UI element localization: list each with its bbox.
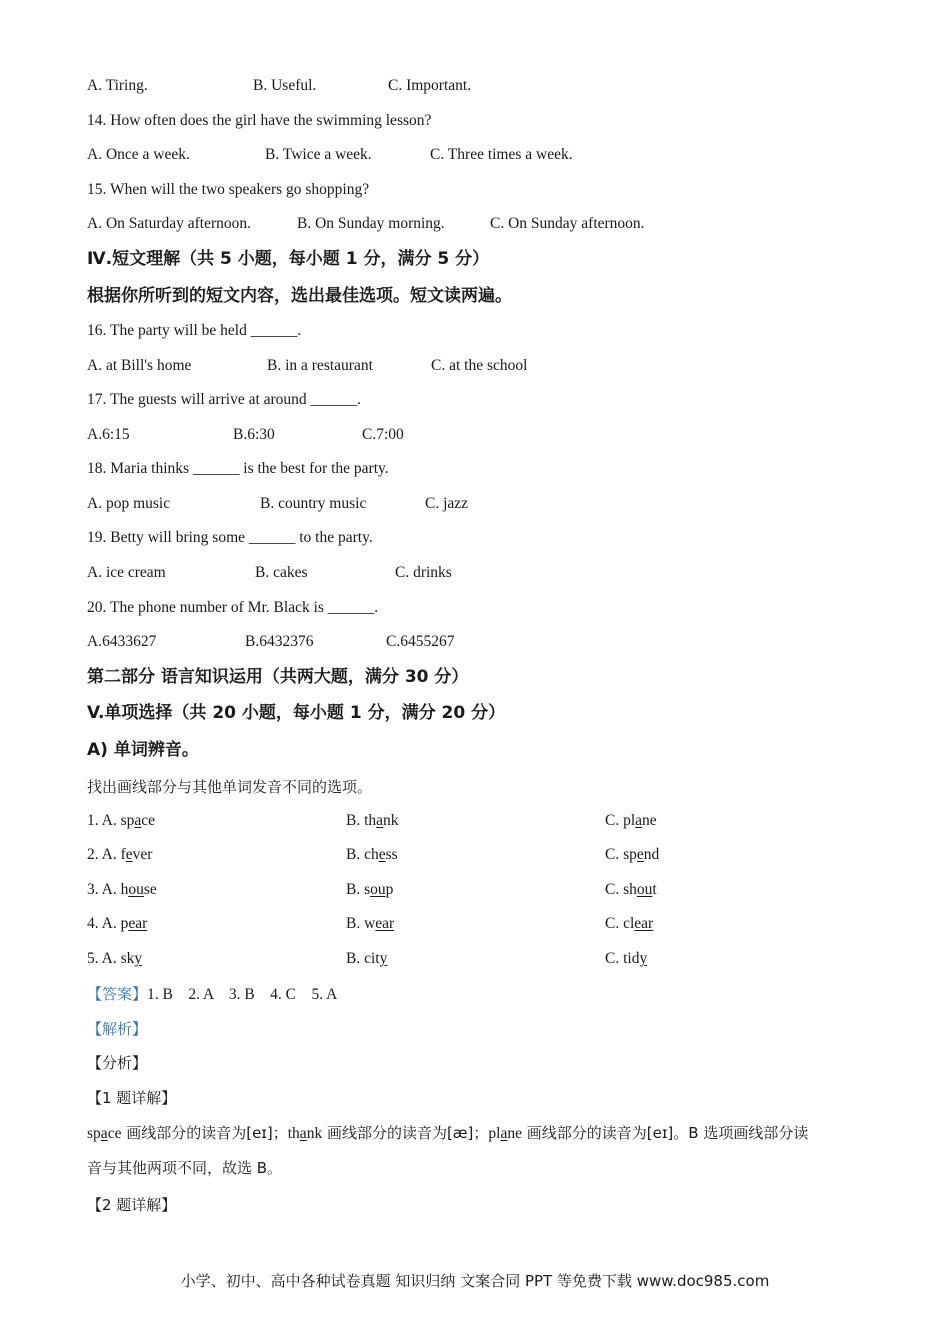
fenxi-label: 【分析】 (87, 1054, 148, 1072)
section4-instruction: 根据你所听到的短文内容，选出最佳选项。短文读两遍。 (87, 286, 512, 306)
section5-instruction: 找出画线部分与其他单词发音不同的选项。 (87, 778, 373, 796)
q19-option-b: B. cakes (255, 564, 308, 581)
q18-option-b: B. country music (260, 495, 367, 512)
q17-option-b: B.6:30 (233, 426, 275, 443)
q18-option-c: C. jazz (425, 495, 469, 512)
phonics-option-b: B. wear (346, 915, 395, 932)
q15-option-c: C. On Sunday afternoon. (490, 215, 645, 232)
q14-option-a: A. Once a week. (87, 146, 190, 163)
q18-question: 18. Maria thinks ______ is the best for the party. (87, 460, 389, 477)
q15-option-a: A. On Saturday afternoon. (87, 215, 251, 232)
phonics-option-c: C. clear (605, 915, 654, 932)
q16-option-c: C. at the school (431, 357, 528, 374)
analysis-label: 【解析】 (87, 1020, 148, 1038)
phonics-option-a: 2. A. fever (87, 846, 153, 863)
q20-option-a: A.6433627 (87, 633, 157, 650)
q14-option-c: C. Three times a week. (430, 146, 573, 163)
section5-sub-a: A) 单词辨音。 (87, 740, 199, 760)
part2-title: 第二部分 语言知识运用（共两大题，满分 30 分） (87, 667, 469, 687)
answer-text: 1. B 2. A 3. B 4. C 5. A (147, 986, 338, 1003)
detail2-label: 【2 题详解】 (87, 1196, 177, 1214)
q13-option-b: B. Useful. (253, 77, 317, 94)
phonics-option-a: 1. A. space (87, 812, 156, 829)
phonics-option-a: 5. A. sky (87, 950, 143, 967)
q15-question: 15. When will the two speakers go shopping? (87, 181, 370, 198)
phonics-option-b: B. chess (346, 846, 398, 863)
q16-option-b: B. in a restaurant (267, 357, 373, 374)
detail1-label: 【1 题详解】 (87, 1089, 177, 1107)
q19-option-a: A. ice cream (87, 564, 166, 581)
section4-title: Ⅳ.短文理解（共 5 小题，每小题 1 分，满分 5 分） (87, 249, 490, 269)
q17-question: 17. The guests will arrive at around ______. (87, 391, 361, 408)
q20-question: 20. The phone number of Mr. Black is ______. (87, 599, 379, 616)
q17-option-a: A.6:15 (87, 426, 130, 443)
q19-option-c: C. drinks (395, 564, 452, 581)
page-footer: 小学、初中、高中各种试卷真题 知识归纳 文案合同 PPT 等免费下载 www.doc985.com (180, 1272, 770, 1290)
phonics-option-b: B. soup (346, 881, 394, 898)
q20-option-b: B.6432376 (245, 633, 314, 650)
phonics-option-c: C. plane (605, 812, 657, 829)
answer-line (87, 984, 337, 1005)
q20-option-c: C.6455267 (386, 633, 455, 650)
q13-option-c: C. Important. (388, 77, 472, 94)
phonics-option-c: C. shout (605, 881, 657, 898)
phonics-option-b: B. city (346, 950, 388, 967)
phonics-option-a: 4. A. pear (87, 915, 148, 932)
q13-option-a: A. Tiring. (87, 77, 148, 94)
phonics-option-b: B. thank (346, 812, 399, 829)
phonics-option-c: C. spend (605, 846, 660, 863)
detail1-text: space 画线部分的读音为[eɪ]；thank 画线部分的读音为[æ]；plane 画线部分的读音为[eɪ]。B 选项画线部分读 (87, 1124, 809, 1142)
q16-question: 16. The party will be held ______. (87, 322, 302, 339)
detail1-text-line2: 音与其他两项不同，故选 B。 (87, 1159, 283, 1177)
q16-option-a: A. at Bill's home (87, 357, 192, 374)
section5-title: V.单项选择（共 20 小题，每小题 1 分，满分 20 分） (87, 703, 506, 723)
q14-question: 14. How often does the girl have the swimming lesson? (87, 112, 432, 129)
answer-label: 【答案】 (87, 985, 148, 1003)
q14-option-b: B. Twice a week. (265, 146, 372, 163)
phonics-option-a: 3. A. house (87, 881, 157, 898)
q19-question: 19. Betty will bring some ______ to the party. (87, 529, 373, 546)
q17-option-c: C.7:00 (362, 426, 404, 443)
q18-option-a: A. pop music (87, 495, 171, 512)
phonics-option-c: C. tidy (605, 950, 648, 967)
q15-option-b: B. On Sunday morning. (297, 215, 445, 232)
